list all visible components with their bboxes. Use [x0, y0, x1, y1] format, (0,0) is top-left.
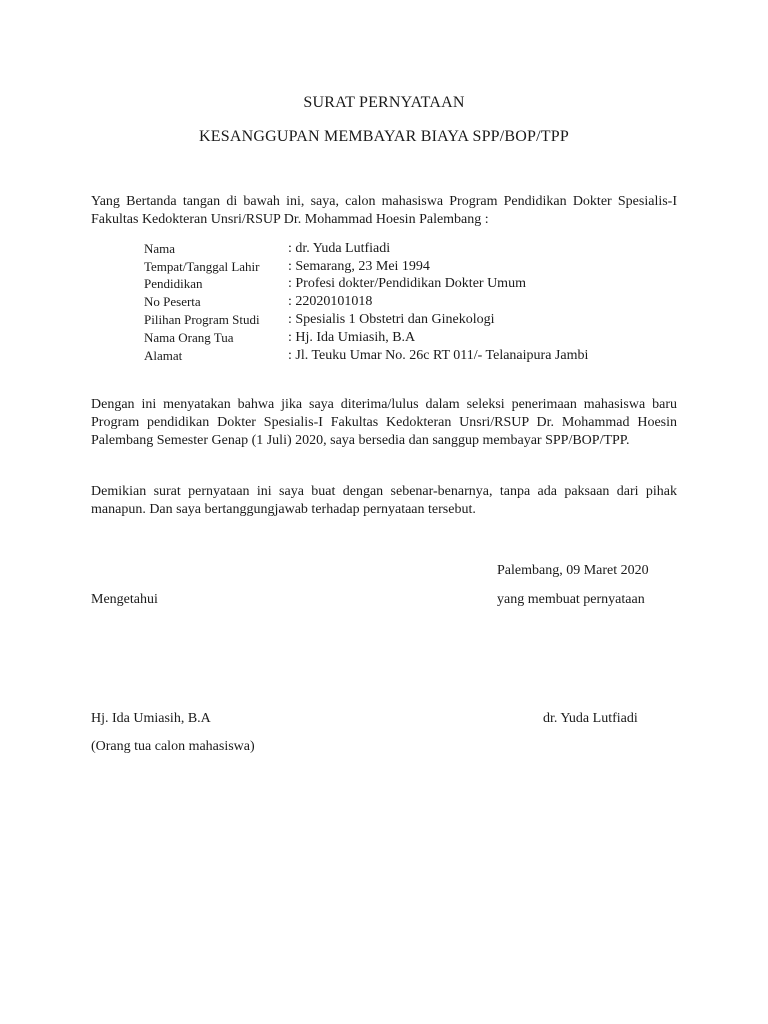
- field-label: Tempat/Tanggal Lahir: [144, 258, 260, 274]
- field-label: Pendidikan: [144, 276, 203, 292]
- field-value: : Profesi dokter/Pendidikan Dokter Umum: [288, 276, 526, 292]
- field-value: : dr. Yuda Lutfiadi: [288, 240, 391, 256]
- field-row-study-program: [144, 311, 684, 329]
- field-label: No Peserta: [144, 294, 201, 310]
- maker-label: yang membuat pernyataan: [497, 592, 645, 607]
- place-date: Palembang, 09 Maret 2020: [497, 563, 649, 578]
- field-value: : Spesialis 1 Obstetri dan Ginekologi: [288, 312, 495, 328]
- field-value: : Hj. Ida Umiasih, B.A: [288, 329, 416, 345]
- closing-paragraph: Demikian surat pernyataan ini saya buat dengan sebenar-benarnya, tanpa ada paksaan dari pihak manapun. Dan saya bertanggungjawab terhadap pernyataan tersebut.: [91, 484, 677, 517]
- signer-left-role: (Orang tua calon mahasiswa): [91, 739, 255, 754]
- field-row-birth: [144, 258, 684, 276]
- field-row-participant-number: [144, 293, 684, 311]
- field-label: Alamat: [144, 347, 183, 363]
- identity-fields: [144, 240, 684, 365]
- field-row-address: [144, 347, 684, 365]
- signer-left-name: Hj. Ida Umiasih, B.A: [91, 711, 211, 726]
- document-title: SURAT PERNYATAAN: [303, 94, 465, 111]
- statement-paragraph: Dengan ini menyatakan bahwa jika saya diterima/lulus dalam seleksi penerimaan mahasiswa baru Program pendidikan Dokter Spesialis-I Fakultas Kedokteran Unsri/RSUP Dr. Mohammad Hoesin Palembang Semester Genap (1 Juli) 2020, saya bersedia dan sanggup membayar SPP/BOP/TPP.: [91, 397, 677, 448]
- field-label: Nama Orang Tua: [144, 329, 234, 345]
- field-row-parent-name: [144, 329, 684, 347]
- field-value: : 22020101018: [288, 294, 373, 310]
- field-value: : Semarang, 23 Mei 1994: [288, 258, 430, 274]
- field-value: : Jl. Teuku Umar No. 26c RT 011/- Telanaipura Jambi: [288, 347, 589, 363]
- document-subtitle: KESANGGUPAN MEMBAYAR BIAYA SPP/BOP/TPP: [199, 128, 569, 145]
- field-row-education: [144, 276, 684, 294]
- field-label: Pilihan Program Studi: [144, 312, 260, 328]
- field-row-name: [144, 240, 684, 258]
- intro-paragraph: Yang Bertanda tangan di bawah ini, saya, calon mahasiswa Program Pendidikan Dokter Spesialis-I Fakultas Kedokteran Unsri/RSUP Dr. Mohammad Hoesin Palembang :: [91, 194, 677, 227]
- signer-right-name: dr. Yuda Lutfiadi: [543, 711, 638, 726]
- acknowledged-label: Mengetahui: [91, 592, 158, 607]
- field-label: Nama: [144, 240, 176, 256]
